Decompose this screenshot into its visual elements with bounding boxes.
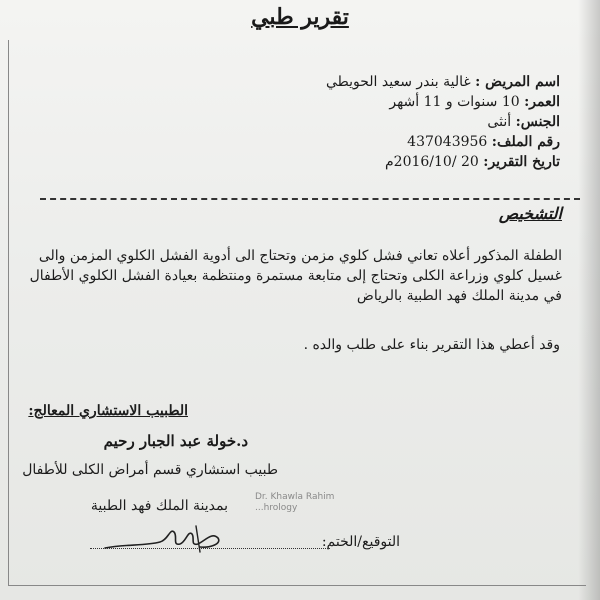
physician-name: د.خولة عبد الجبار رحيم xyxy=(103,432,248,450)
closing-statement: وقد أعطي هذا التقرير بناء على طلب والده . xyxy=(303,337,560,353)
patient-info xyxy=(230,72,560,172)
patient-name-row xyxy=(230,72,560,92)
frame-bottom-line xyxy=(8,585,586,586)
patient-age-row xyxy=(230,92,560,112)
section-divider xyxy=(40,198,580,200)
stamp-line-1: Dr. Khawla Rahim xyxy=(255,492,335,502)
patient-age-label: العمر: xyxy=(524,94,560,110)
stamp-line-2: ...hrology xyxy=(255,503,298,513)
diagnosis-heading: التشخيص xyxy=(498,204,562,223)
doctor-stamp xyxy=(255,492,355,532)
patient-file-label: رقم الملف: xyxy=(491,134,560,150)
patient-name-value: غالية بندر سعيد الحويطي xyxy=(325,74,471,90)
report-date-value: 20 /2016/10م xyxy=(384,154,479,170)
report-date-row xyxy=(230,152,560,172)
patient-gender-value: أنثى xyxy=(487,114,512,130)
patient-age-value: 10 سنوات و 11 أشهر xyxy=(389,94,520,110)
physician-title: طبيب استشاري قسم أمراض الكلى للأطفال xyxy=(22,462,278,478)
report-title: تقرير طبي xyxy=(251,4,349,30)
signature-label: التوقيع/الختم: xyxy=(321,534,400,550)
hospital-name: بمدينة الملك فهد الطبية xyxy=(90,498,228,514)
handwritten-signature xyxy=(100,518,230,558)
report-date-label: تاريخ التقرير: xyxy=(483,154,560,170)
frame-left-line xyxy=(8,40,9,585)
physician-heading: الطبيب الاستشاري المعالج: xyxy=(28,403,188,419)
patient-file-value: 437043956 xyxy=(407,134,488,150)
patient-gender-row xyxy=(230,112,560,132)
patient-gender-label: الجنس: xyxy=(515,114,560,130)
page-edge-shadow xyxy=(578,0,600,600)
patient-name-label: اسم المريض : xyxy=(475,74,560,90)
patient-file-row xyxy=(230,132,560,152)
diagnosis-text: الطفلة المذكور أعلاه تعاني فشل كلوي مزمن وتحتاج الى أدوية الفشل الكلوي المزمن والى غسيل كلوي وزراعة الكلى وتحتاج إلى متابعة مستمرة ومنتظمة بعيادة الفشل الكلوي الأطفال في مدينة الملك فهد الطبية بالرياض xyxy=(29,248,562,304)
